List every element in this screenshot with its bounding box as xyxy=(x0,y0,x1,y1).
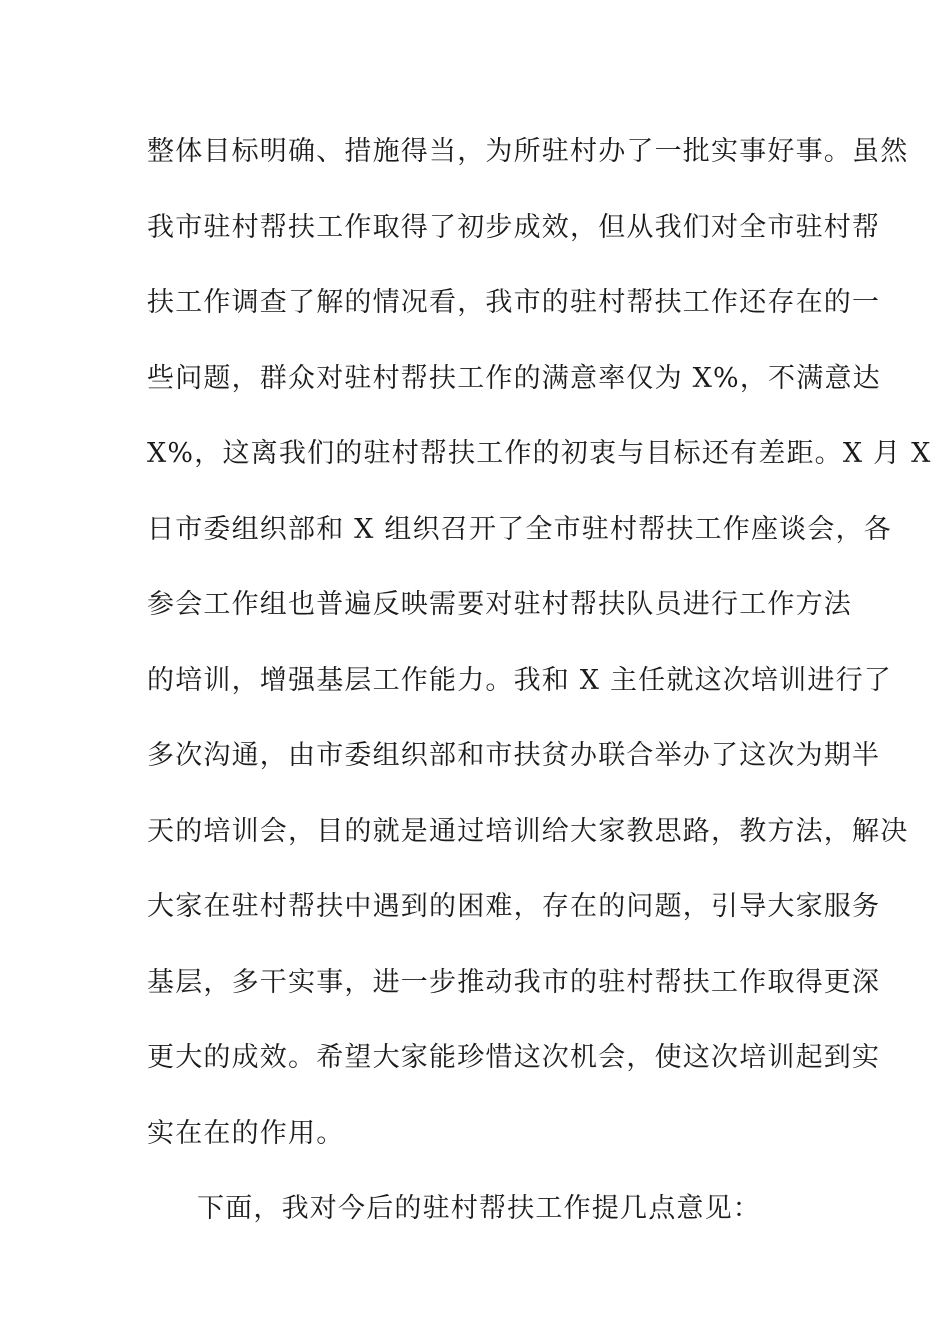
body-text xyxy=(147,126,932,1259)
text-line: 整体目标明确、措施得当，为所驻村办了一批实事好事。虽然 xyxy=(147,136,909,167)
text-line: 实在在的作用。 xyxy=(147,1117,345,1149)
text-line: 大家在驻村帮扶中遇到的困难，存在的问题，引导大家服务 xyxy=(147,891,881,922)
text-line: 天的培训会，目的就是通过培训给大家教思路，教方法，解决 xyxy=(147,815,909,847)
text-line: 更大的成效。希望大家能珍惜这次机会，使这次培训起到实 xyxy=(147,1042,881,1073)
text-line: 日市委组织部和 X 组织召开了全市驻村帮扶工作座谈会，各 xyxy=(147,513,892,545)
text-line: 些问题，群众对驻村帮扶工作的满意率仅为 X%，不满意达 xyxy=(147,362,881,394)
text-line: 多次沟通，由市委组织部和市扶贫办联合举办了这次为期半 xyxy=(147,740,881,771)
text-line: X%，这离我们的驻村帮扶工作的初衷与目标还有差距。X 月 X xyxy=(147,438,932,469)
paragraph-heading-line: 下面，我对今后的驻村帮扶工作提几点意见： xyxy=(197,1193,761,1224)
text-line: 基层，多干实事，进一步推动我市的驻村帮扶工作取得更深 xyxy=(147,966,881,998)
text-line: 参会工作组也普遍反映需要对驻村帮扶队员进行工作方法 xyxy=(147,589,852,620)
text-line: 我市驻村帮扶工作取得了初步成效，但从我们对全市驻村帮 xyxy=(147,211,881,243)
text-line: 扶工作调查了解的情况看，我市的驻村帮扶工作还存在的一 xyxy=(147,287,881,318)
text-line: 的培训，增强基层工作能力。我和 X 主任就这次培训进行了 xyxy=(147,664,892,696)
